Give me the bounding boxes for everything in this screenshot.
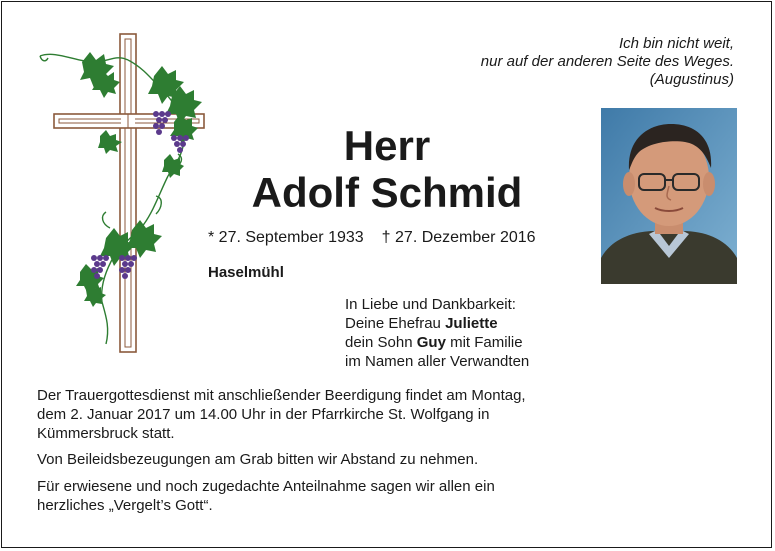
son-name: Guy [416,334,446,351]
condolences-text: Von Beileidsbezeugungen am Grab bitten wir Abstand zu nehmen. [37,451,479,468]
honorific: Herr [343,122,431,169]
thanks-text: Für erwiesene und noch zugedachte Anteilnahme sagen wir allen ein herzliches „Vergelt’s Gott“. [37,478,495,514]
quote-line-2: nur auf der anderen Seite des Weges. [480,53,734,70]
mourners-block [345,295,529,371]
mourners-son: dein Sohn Guy mit Familie [345,334,523,351]
birth-date: * 27. September 1933 [208,229,364,246]
funeral-service-text: Der Trauergottesdienst mit anschließender Beerdigung findet am Montag, dem 2. Januar 2017 um 14.00 Uhr in der Pfarrkirche St. Wolfgang in Kümmersbruck statt. [37,387,526,442]
wife-name: Juliette [445,315,498,332]
place-name: Haselmühl [208,264,284,281]
portrait-photo [601,108,737,284]
mourners-intro: In Liebe und Dankbarkeit: [345,296,516,313]
death-date: † 27. Dezember 2016 [381,229,536,246]
cross-with-grapevine-icon [36,32,216,362]
quote-author: (Augustinus) [649,71,734,88]
quote-block [481,35,734,89]
mourners-relatives: im Namen aller Verwandten [345,353,530,370]
life-dates [208,229,536,247]
mourners-wife: Deine Ehefrau Juliette [345,315,498,332]
deceased-name: Adolf Schmid [251,169,523,216]
quote-line-1: Ich bin nicht weit, [618,35,734,52]
